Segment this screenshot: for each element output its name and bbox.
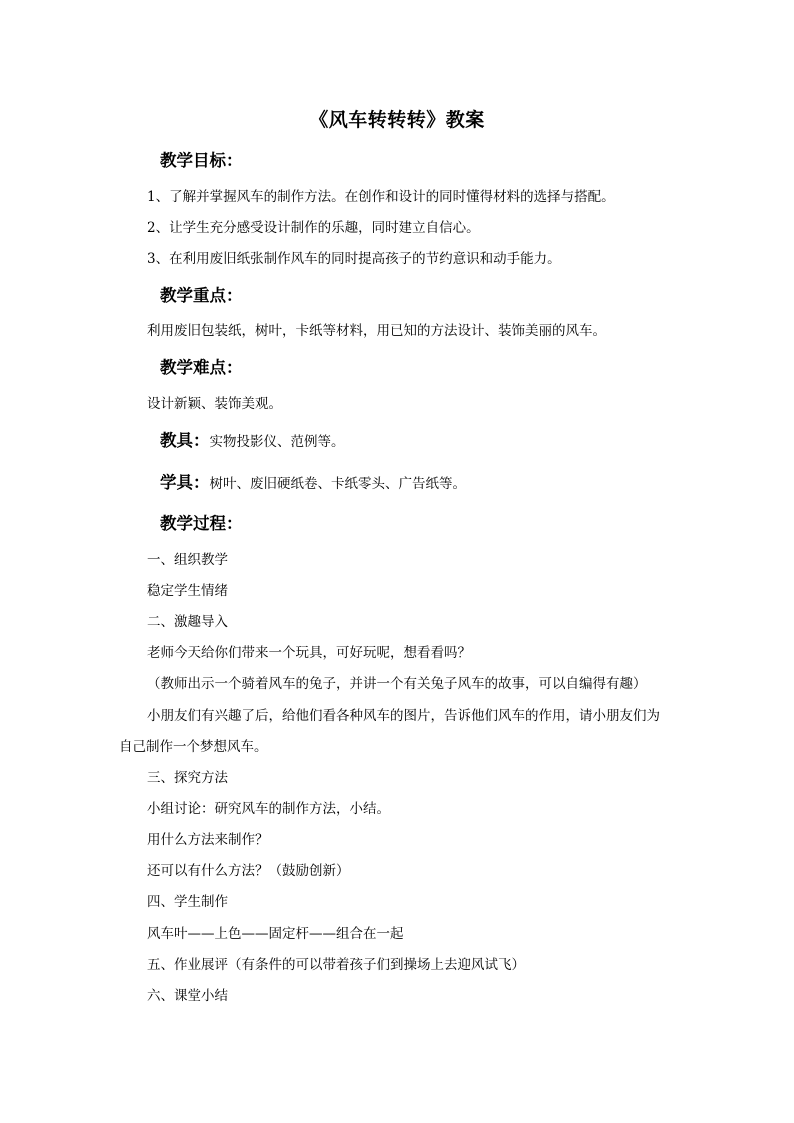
objective-item: 3、在利用废旧纸张制作风车的同时提高孩子的节约意识和动手能力。 (147, 251, 561, 267)
student-aids (160, 472, 466, 495)
process-line: 一、组织教学 (147, 552, 228, 568)
teaching-aids (160, 430, 345, 453)
teaching-aids-value: 实物投影仪、范例等。 (209, 434, 345, 450)
objective-item: 2、让学生充分感受设计制作的乐趣，同时建立自信心。 (147, 220, 480, 236)
teaching-aids-label: 教具： (160, 431, 210, 450)
process-line: 六、课堂小结 (147, 988, 228, 1004)
process-line: （教师出示一个骑着风车的兔子，并讲一个有关兔子风车的故事，可以自编得有趣） (147, 676, 647, 692)
student-aids-value: 树叶、废旧硬纸卷、卡纸零头、广告纸等。 (209, 476, 466, 492)
key-points-text: 利用废旧包装纸，树叶，卡纸等材料，用已知的方法设计、装饰美丽的风车。 (147, 323, 606, 339)
process-line: 风车叶——上色——固定杆——组合在一起 (147, 926, 404, 942)
process-line: 稳定学生情绪 (147, 583, 228, 599)
process-line: 三、探究方法 (147, 770, 228, 786)
process-line: 自己制作一个梦想风车。 (119, 739, 268, 755)
process-line: 五、作业展评（有条件的可以带着孩子们到操场上去迎风试飞） (147, 957, 525, 973)
process-line: 老师今天给你们带来一个玩具，可好玩呢，想看看吗？ (147, 645, 471, 661)
objective-item: 1、了解并掌握风车的制作方法。在创作和设计的同时懂得材料的选择与搭配。 (147, 189, 615, 205)
process-line: 二、激趣导入 (147, 614, 228, 630)
process-line: 用什么方法来制作？ (147, 832, 269, 848)
objectives-heading: 教学目标： (160, 151, 243, 170)
difficulties-text: 设计新颖、装饰美观。 (147, 396, 282, 412)
key-points-heading: 教学重点： (160, 286, 243, 305)
process-line: 小朋友们有兴趣了后，给他们看各种风车的图片，告诉他们风车的作用，请小朋友们为 (147, 708, 660, 724)
document-title: 《风车转转转》教案 (309, 109, 485, 131)
process-heading: 教学过程： (160, 514, 243, 533)
process-line: 四、学生制作 (147, 894, 228, 910)
process-line: 小组讨论：研究风车的制作方法，小结。 (147, 801, 390, 817)
process-line: 还可以有什么方法？（鼓励创新） (147, 863, 350, 879)
difficulties-heading: 教学难点： (160, 358, 243, 377)
student-aids-label: 学具： (160, 473, 210, 492)
